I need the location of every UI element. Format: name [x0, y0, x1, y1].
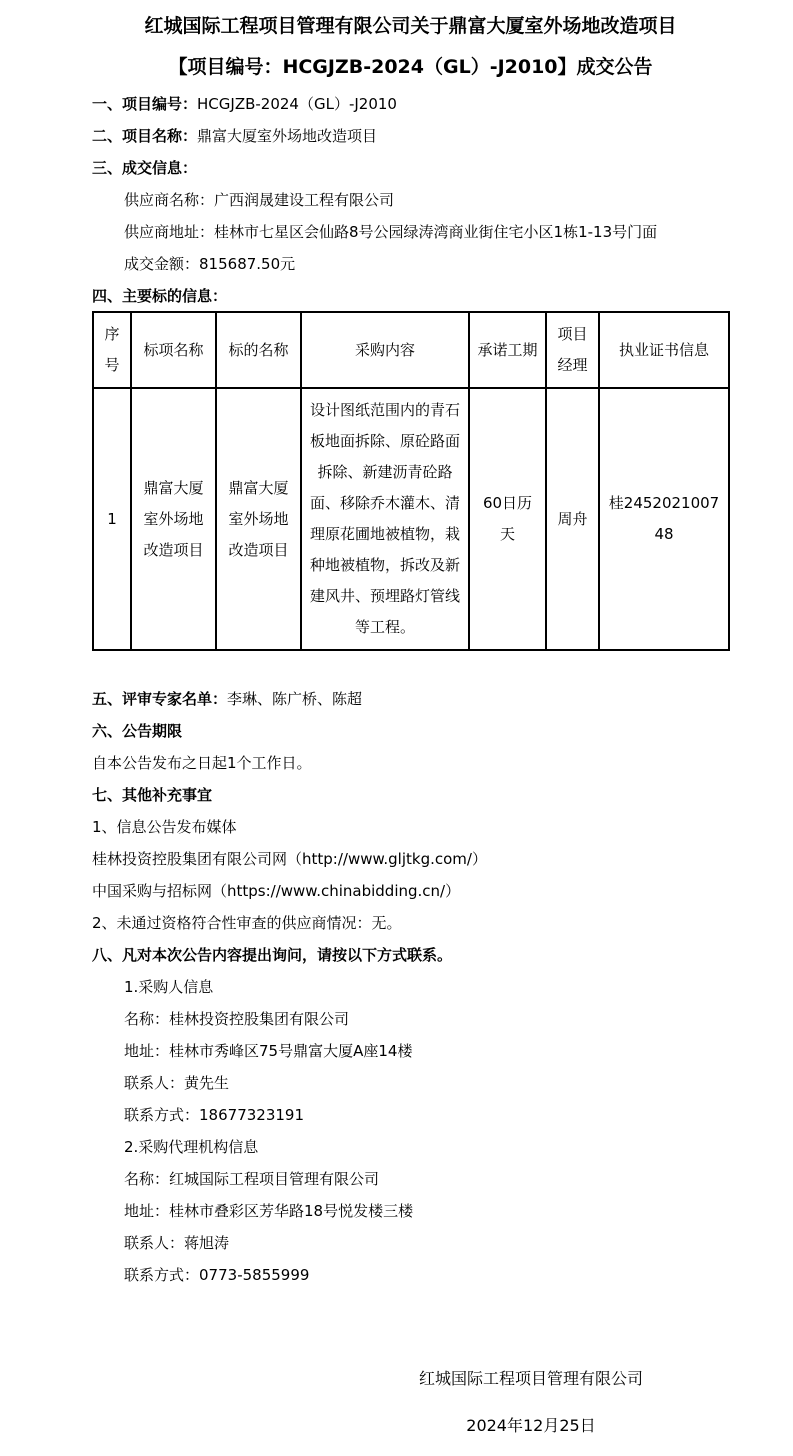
agency-name-value: 红城国际工程项目管理有限公司 [169, 1170, 380, 1188]
agency-name-line [92, 1169, 729, 1190]
section-project-number [92, 94, 729, 115]
th-license-info: 执业证书信息 [599, 312, 729, 388]
th-procurement-content: 采购内容 [301, 312, 469, 388]
supplier-address-line [92, 222, 729, 243]
agency-info-title: 2.采购代理机构信息 [124, 1138, 259, 1156]
award-amount-label: 成交金额： [124, 255, 200, 273]
purchaser-name-line [92, 1009, 729, 1030]
section-announcement-period-heading: 六、公告期限 [92, 722, 183, 740]
signature-company: 红城国际工程项目管理有限公司 [418, 1369, 643, 1388]
supplier-name-line [92, 190, 729, 211]
supplier-name-value: 广西润晟建设工程有限公司 [214, 191, 395, 209]
th-sequence: 序号 [93, 312, 131, 388]
agency-contact-line [92, 1233, 729, 1254]
media-site-1: 桂林投资控股集团有限公司网（http://www.gljtkg.com/） [92, 850, 487, 868]
signature-block [411, 1366, 651, 1436]
unqualified-suppliers-line: 2、未通过资格符合性审查的供应商情况：无。 [92, 914, 402, 932]
section-contact-heading: 八、凡对本次公告内容提出询问，请按以下方式联系。 [92, 946, 453, 964]
section-award-info-heading: 三、成交信息： [92, 159, 198, 177]
th-subject-name: 标的名称 [216, 312, 301, 388]
purchaser-address-line [92, 1041, 729, 1062]
purchaser-name-label: 名称： [124, 1010, 170, 1028]
cell-sequence: 1 [93, 388, 131, 650]
media-list-heading: 1、信息公告发布媒体 [92, 818, 237, 836]
project-number-label: 一、项目编号： [92, 95, 198, 113]
agency-address-value: 桂林市叠彩区芳华路18号悦发楼三楼 [169, 1202, 414, 1220]
project-name-value: 鼎富大厦室外场地改造项目 [197, 127, 378, 145]
cell-license-info: 桂245202100748 [599, 388, 729, 650]
media-site-2: 中国采购与招标网（https://www.chinabidding.cn/） [92, 882, 461, 900]
cell-project-manager: 周舟 [546, 388, 599, 650]
supplier-address-label: 供应商地址： [124, 223, 215, 241]
th-project-manager: 项目经理 [546, 312, 599, 388]
agency-contact-value: 蒋旭涛 [184, 1234, 230, 1252]
cell-procurement-content: 设计图纸范围内的青石板地面拆除、原砼路面拆除、新建沥青砼路面、移除乔木灌木、清理原花圃地被植物，栽种地被植物，拆改及新建风井、预埋路灯管线等工程。 [301, 388, 469, 650]
agency-phone-line [92, 1265, 729, 1286]
award-amount-line [92, 254, 729, 275]
purchaser-phone-value: 18677323191 [199, 1106, 304, 1124]
expert-list-label: 五、评审专家名单： [92, 690, 228, 708]
th-promised-duration: 承诺工期 [469, 312, 546, 388]
agency-contact-label: 联系人： [124, 1234, 185, 1252]
purchaser-phone-line [92, 1105, 729, 1126]
agency-phone-value: 0773-5855999 [199, 1266, 310, 1284]
agency-name-label: 名称： [124, 1170, 170, 1188]
table-row [93, 388, 729, 650]
main-subject-table [92, 311, 730, 651]
purchaser-phone-label: 联系方式： [124, 1106, 200, 1124]
supplier-address-value: 桂林市七星区会仙路8号公园绿涛湾商业街住宅小区1栋1-13号门面 [214, 223, 658, 241]
project-number-value: HCGJZB-2024（GL）-J2010 [197, 95, 397, 113]
agency-phone-label: 联系方式： [124, 1266, 200, 1284]
agency-address-label: 地址： [124, 1202, 170, 1220]
section-expert-list [92, 689, 729, 710]
purchaser-contact-line [92, 1073, 729, 1094]
announcement-period-body: 自本公告发布之日起1个工作日。 [92, 754, 312, 772]
cell-promised-duration: 60日历天 [469, 388, 546, 650]
cell-item-name: 鼎富大厦室外场地改造项目 [131, 388, 216, 650]
cell-subject-name: 鼎富大厦室外场地改造项目 [216, 388, 301, 650]
purchaser-contact-label: 联系人： [124, 1074, 185, 1092]
section-other-matters-heading: 七、其他补充事宜 [92, 786, 213, 804]
purchaser-name-value: 桂林投资控股集团有限公司 [169, 1010, 350, 1028]
purchaser-contact-value: 黄先生 [184, 1074, 230, 1092]
purchaser-address-label: 地址： [124, 1042, 170, 1060]
purchaser-address-value: 桂林市秀峰区75号鼎富大厦A座14楼 [169, 1042, 413, 1060]
table-header-row [93, 312, 729, 388]
section-project-name [92, 126, 729, 147]
th-item-name: 标项名称 [131, 312, 216, 388]
document-title-line1: 红城国际工程项目管理有限公司关于鼎富大厦室外场地改造项目 [144, 15, 677, 37]
section-main-subject-heading: 四、主要标的信息： [92, 287, 228, 305]
supplier-name-label: 供应商名称： [124, 191, 215, 209]
document-title-line2: 【项目编号：HCGJZB-2024（GL）-J2010】成交公告 [168, 56, 653, 78]
purchaser-info-title: 1.采购人信息 [124, 978, 214, 996]
award-amount-value: 815687.50元 [199, 255, 296, 273]
agency-address-line [92, 1201, 729, 1222]
project-name-label: 二、项目名称： [92, 127, 198, 145]
expert-list-value: 李琳、陈广桥、陈超 [227, 690, 363, 708]
signature-date: 2024年12月25日 [466, 1416, 596, 1435]
